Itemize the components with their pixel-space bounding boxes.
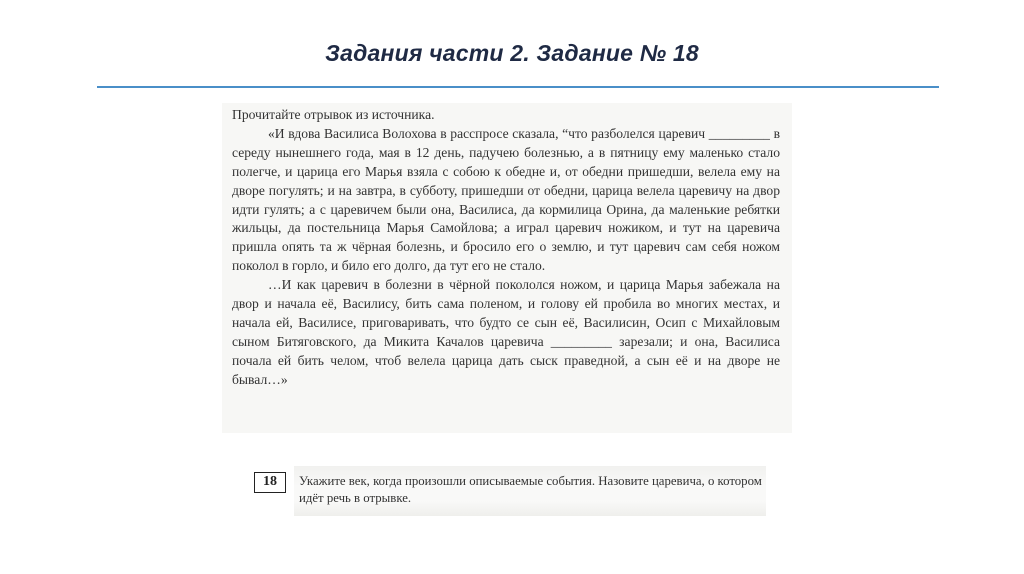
excerpt-paragraph-1: «И вдова Василиса Волохова в расспросе сказала, “что разболелся царевич _________ в середу нынешнего года, мая в 12 день, падучею болезнью, а в пятницу ему маленько стало полегче, и царица его Марья взяла с собою к обедне и, от обедни пришедши, велела ему на дворе погулять; и на завтра, в субботу, пришедши от обедни, царица велела царевичу на двор идти гулять; а с царевичем были она, Василиса, да кормилица Орина, да маленькие ребятки жильцы, да постельница Марья Самойлова; а играл царевич ножиком, и тут на царевича пришла опять та ж чёрная болезнь, и бросило его о землю, и тут царевич сам себя ножом поколол в горло, и било его долго, да тут его не стало. <box>232 125 780 274</box>
task-number-box: 18 <box>254 472 286 493</box>
excerpt-intro: Прочитайте отрывок из источника. <box>232 107 435 122</box>
task-block <box>254 470 770 514</box>
title-divider <box>97 86 939 88</box>
excerpt-paragraph-2: …И как царевич в болезни в чёрной покололся ножом, и царица Марья забежала на двор и начала её, Василису, бить сама поленом, и голову ей пробила во многих местах, и начала ей, Василисе, приговаривать, что будто се сын её, Василисин, Осип с Михайловым сыном Битяговского, да Микита Качалов царевича _________ зарезали; и она, Василиса почала ей бить челом, чтоб велела царица дать сыск праведной, а сын её и на дворе не бывал…» <box>232 277 780 387</box>
task-question: Укажите век, когда произошли описываемые события. Назовите царевича, о котором идёт речь в отрывке. <box>299 474 762 505</box>
slide-title: Задания части 2. Задание № 18 <box>325 40 699 66</box>
source-excerpt-text <box>232 106 780 390</box>
